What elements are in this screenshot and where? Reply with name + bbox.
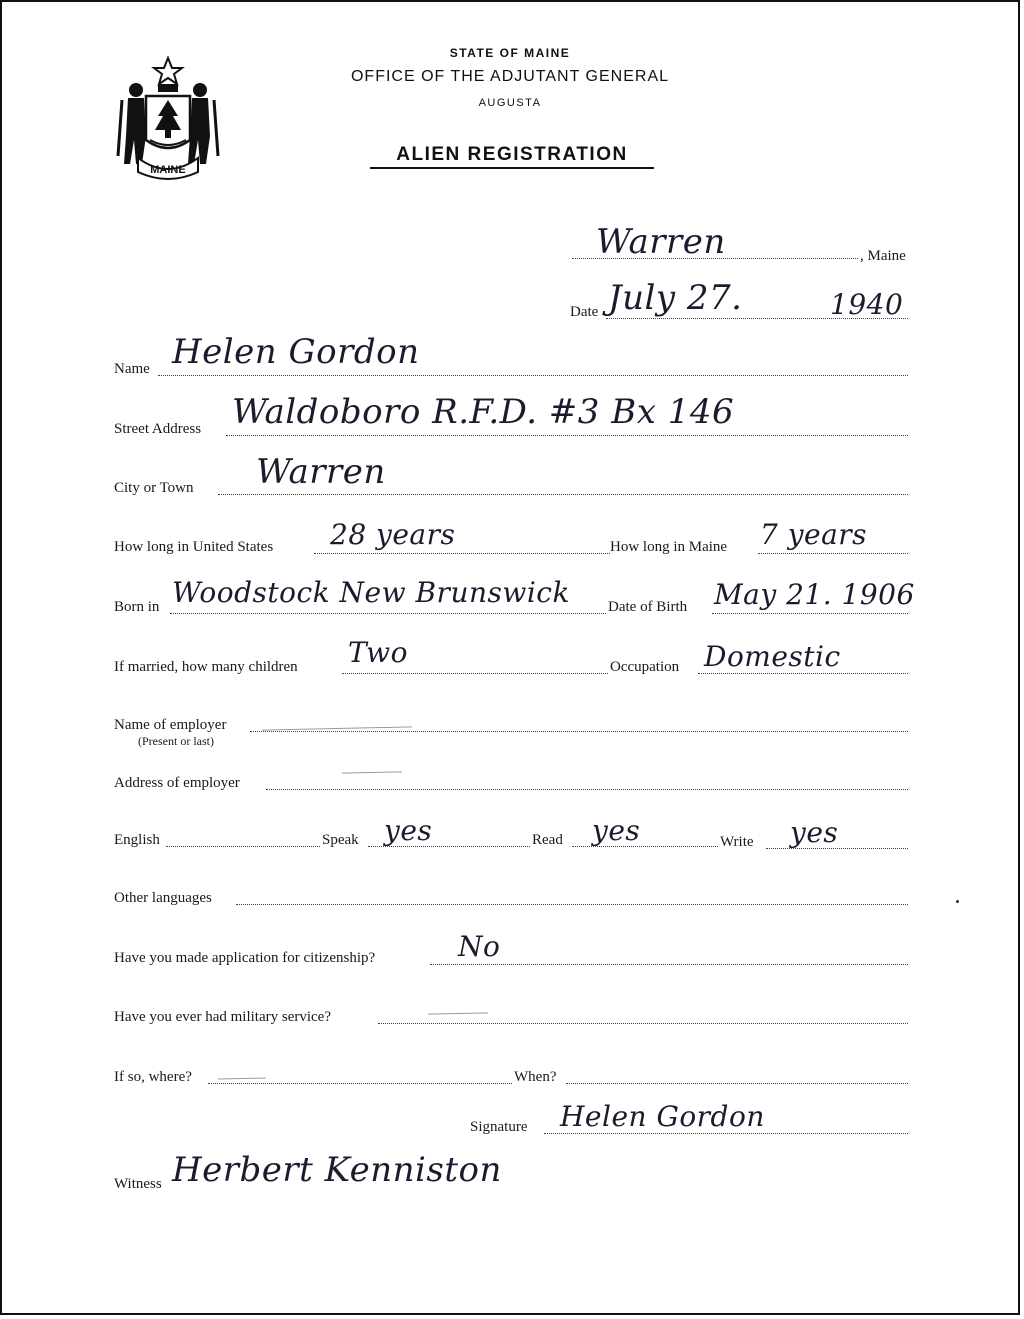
other-languages-line[interactable]	[236, 904, 908, 905]
form-title: ALIEN REGISTRATION	[370, 144, 654, 169]
office-heading: OFFICE OF THE ADJUTANT GENERAL	[350, 68, 670, 85]
if-so-where-line[interactable]	[208, 1083, 512, 1084]
date-month-day-value[interactable]: July 27.	[608, 278, 743, 318]
military-line[interactable]	[378, 1023, 908, 1024]
employer-address-line[interactable]	[266, 789, 908, 790]
name-line	[158, 375, 908, 376]
employer-name-label: Name of employer	[114, 717, 227, 733]
speak-label: Speak	[322, 832, 359, 848]
state-heading: STATE OF MAINE	[449, 46, 571, 60]
how-long-us-value[interactable]: 28 years	[330, 518, 456, 551]
born-in-value[interactable]: Woodstock New Brunswick	[172, 576, 570, 609]
when-line[interactable]	[566, 1083, 908, 1084]
employer-name-sublabel: (Present or last)	[138, 734, 214, 748]
city-or-town-label: City or Town	[114, 480, 194, 496]
date-of-birth-value[interactable]: May 21. 1906	[714, 578, 915, 611]
how-long-maine-label: How long in Maine	[610, 539, 728, 555]
speak-value[interactable]: yes	[384, 814, 433, 847]
citizenship-label: Have you made application for citizenship?	[114, 950, 376, 966]
military-label: Have you ever had military service?	[114, 1009, 331, 1025]
witness-value[interactable]: Herbert Kenniston	[172, 1150, 502, 1190]
born-in-line	[170, 613, 606, 614]
if-so-where-label: If so, where?	[114, 1069, 192, 1085]
maine-state-seal-icon	[114, 56, 222, 182]
when-label: When?	[514, 1069, 557, 1085]
employer-name-line[interactable]	[250, 731, 908, 732]
date-of-birth-label: Date of Birth	[608, 599, 688, 615]
name-value[interactable]: Helen Gordon	[172, 332, 420, 372]
name-label: Name	[114, 361, 150, 377]
street-address-value[interactable]: Waldoboro R.F.D. #3 Bx 146	[232, 392, 735, 432]
city-heading: AUGUSTA	[478, 97, 542, 109]
write-label: Write	[720, 834, 754, 850]
city-or-town-line	[218, 494, 908, 495]
signature-value[interactable]: Helen Gordon	[560, 1100, 765, 1133]
english-line	[166, 846, 320, 847]
speck	[956, 900, 959, 903]
maine-suffix: , Maine	[860, 248, 906, 264]
employer-address-label: Address of employer	[114, 775, 240, 791]
signature-line	[544, 1133, 908, 1134]
occupation-value[interactable]: Domestic	[704, 640, 841, 673]
how-long-us-line	[314, 553, 610, 554]
how-long-us-label: How long in United States	[114, 539, 274, 555]
street-address-line	[226, 435, 908, 436]
street-address-label: Street Address	[114, 421, 202, 437]
children-label: If married, how many children	[114, 659, 298, 675]
seal-text: MAINE	[150, 164, 186, 176]
date-label: Date	[570, 304, 599, 320]
children-value[interactable]: Two	[348, 636, 409, 669]
read-label: Read	[532, 832, 563, 848]
signature-label: Signature	[470, 1119, 528, 1135]
date-of-birth-line	[712, 613, 908, 614]
children-line	[342, 673, 608, 674]
born-in-label: Born in	[114, 599, 160, 615]
english-label: English	[114, 832, 160, 848]
witness-label: Witness	[114, 1176, 162, 1192]
date-year-value[interactable]: 1940	[830, 288, 904, 321]
citizenship-line	[430, 964, 908, 965]
city-or-town-value[interactable]: Warren	[256, 452, 386, 492]
read-value[interactable]: yes	[592, 814, 641, 847]
other-languages-label: Other languages	[114, 890, 212, 906]
occupation-label: Occupation	[610, 659, 680, 675]
how-long-maine-value[interactable]: 7 years	[760, 518, 868, 551]
town-value[interactable]: Warren	[596, 222, 726, 262]
how-long-maine-line	[758, 553, 908, 554]
write-value[interactable]: yes	[790, 816, 839, 849]
citizenship-value[interactable]: No	[458, 930, 501, 963]
occupation-line	[698, 673, 908, 674]
